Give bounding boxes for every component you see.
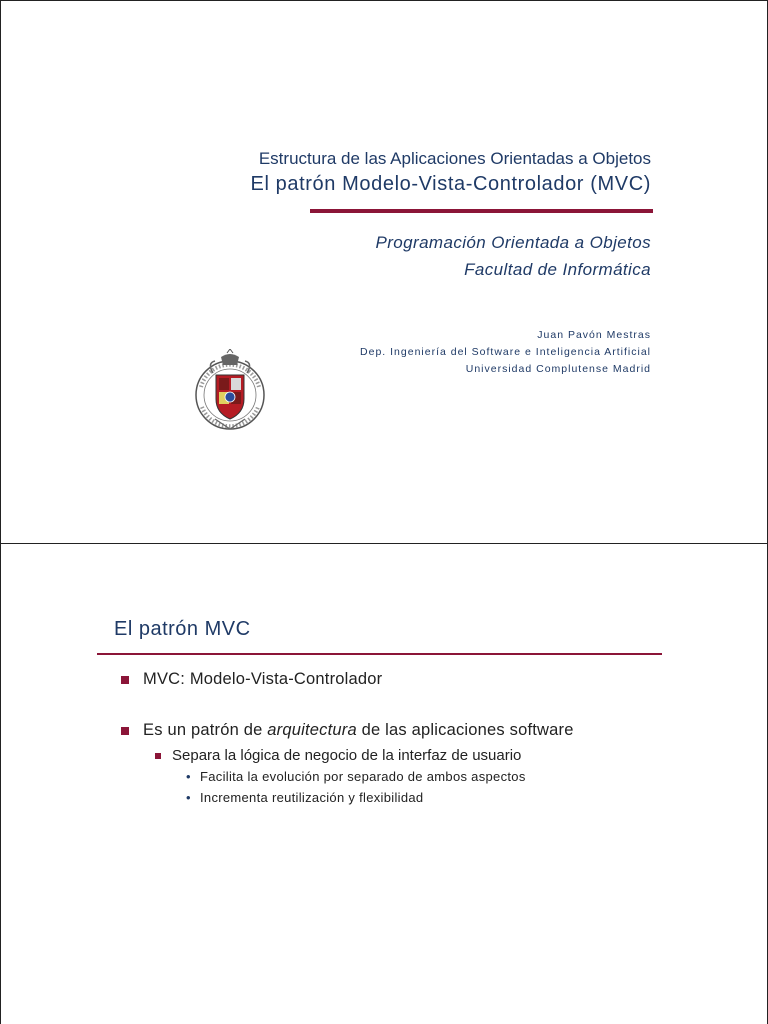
slide-subtitle: Estructura de las Aplicaciones Orientadas a Objetos: [258, 149, 651, 168]
bullet-text: MVC: Modelo-Vista-Controlador: [143, 670, 383, 688]
course-name: Programación Orientada a Objetos: [375, 233, 651, 252]
slide-heading: El patrón MVC: [114, 618, 251, 640]
dot-bullet-icon: •: [186, 790, 191, 805]
title-divider: [310, 209, 653, 213]
square-bullet-icon: [121, 727, 129, 735]
sub-sub-bullet-item: [186, 790, 423, 805]
bullet-text-emphasis: arquitectura: [267, 721, 357, 739]
sub-sub-bullet-item: [186, 769, 526, 784]
square-bullet-icon: [121, 676, 129, 684]
sub-bullet-text: Separa la lógica de negocio de la interfaz de usuario: [172, 747, 522, 764]
university-crest-icon: [193, 349, 267, 435]
bullet-item: [121, 670, 382, 689]
author-name: Juan Pavón Mestras: [537, 329, 651, 341]
bullet-text-part: Es un patrón de: [143, 721, 268, 739]
bullet-text: [143, 721, 574, 739]
department-name: Dep. Ingeniería del Software e Inteligencia Artificial: [360, 346, 651, 358]
bullet-item: [121, 721, 574, 740]
bullet-text-part: de las aplicaciones software: [356, 721, 574, 739]
content-slide: [0, 543, 768, 1024]
slide-title: El patrón Modelo-Vista-Controlador (MVC): [250, 173, 651, 195]
heading-divider: [97, 653, 662, 655]
sub-sub-bullet-text: Facilita la evolución por separado de ambos aspectos: [200, 769, 526, 784]
dot-bullet-icon: •: [186, 769, 191, 784]
small-square-bullet-icon: [155, 753, 161, 759]
course-info: [376, 229, 652, 283]
sub-sub-bullet-text: Incrementa reutilización y flexibilidad: [200, 790, 424, 805]
sub-bullet-item: [155, 747, 521, 764]
faculty-name: Facultad de Informática: [464, 260, 651, 279]
author-info: [360, 327, 651, 378]
university-name: Universidad Complutense Madrid: [465, 363, 651, 375]
